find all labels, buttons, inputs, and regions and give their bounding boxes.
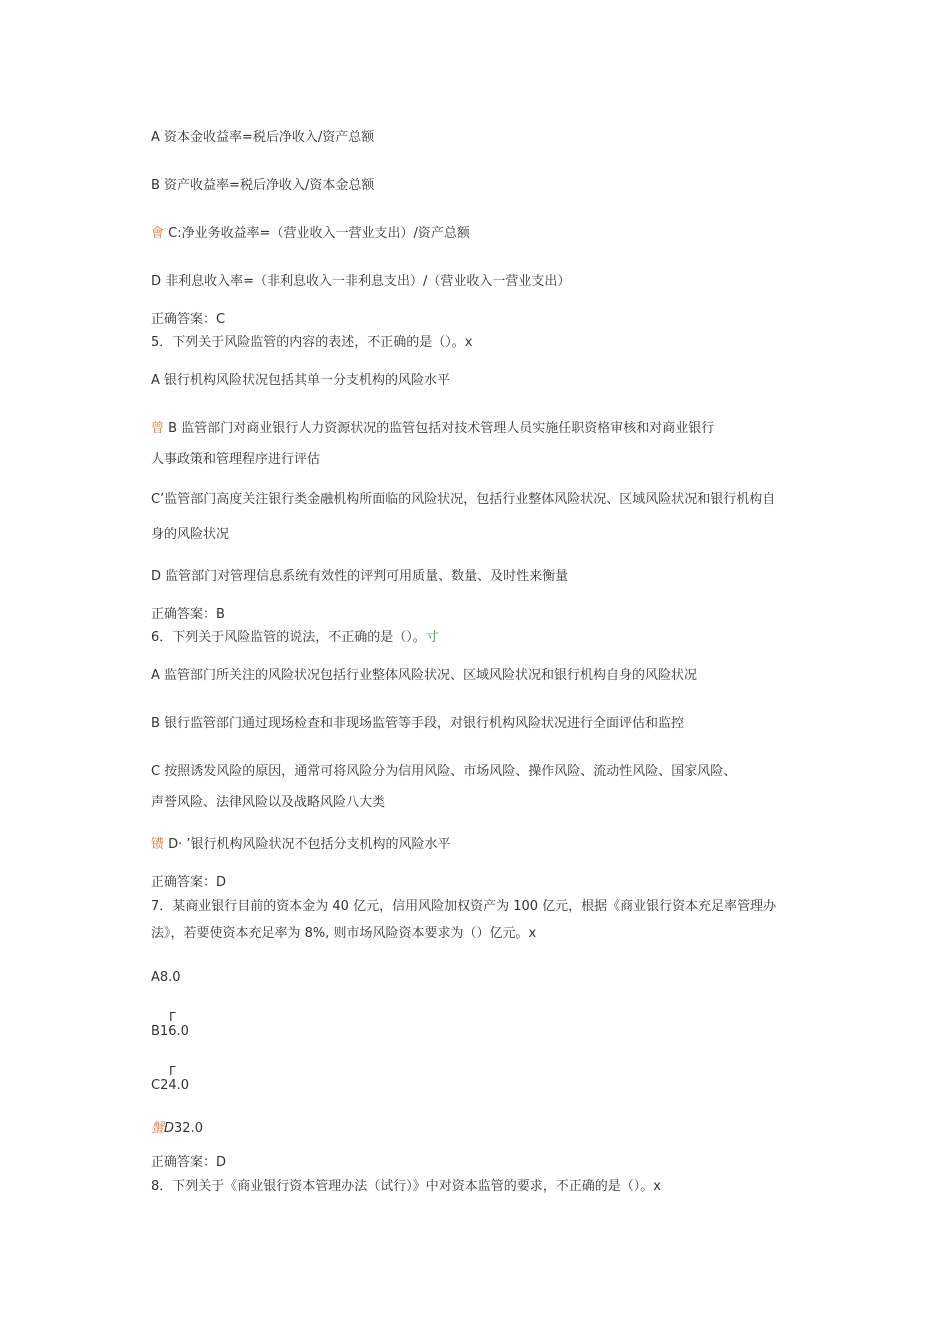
q7-option-d-text: 32.0 [174, 1121, 203, 1136]
q4-option-c-text: C:净业务收益率=（营业收入一营业支出）/资产总额 [164, 226, 470, 241]
q5-answer: 正确答案：B [151, 607, 225, 622]
q6-option-d [151, 836, 451, 854]
q4-option-c [151, 225, 470, 243]
q6-option-c: C 按照诱发风险的原因，通常可将风险分为信用风险、市场风险、操作风险、流动性风险、国家风险、 [151, 764, 737, 779]
q6-option-d-text: D· ’银行机构风险状况不包括分支机构的风险水平 [164, 837, 451, 852]
selected-mark-icon: 曾 [151, 421, 165, 436]
q7-option-b: B16.0 [151, 1024, 189, 1039]
q8-question: 8．下列关于《商业银行资本管理办法（试行）》中对资本监管的要求，不正确的是（）。x [151, 1179, 661, 1194]
selected-mark-icon: 蟹 [151, 1121, 165, 1136]
selected-mark-icon: 會 [151, 226, 165, 241]
q5-option-d: D 监管部门对管理信息系统有效性的评判可用质量、数量、及时性来衡量 [151, 569, 569, 584]
q7-question: 7．某商业银行目前的资本金为 40 亿元，信用风险加权资产为 100 亿元，根据《商业银行资本充足率管理办 [151, 899, 777, 914]
inch-mark-icon: 寸 [425, 630, 439, 645]
q7-option-c: C24.0 [151, 1078, 190, 1093]
q5-option-b [151, 420, 714, 438]
q5-question: 5．下列关于风险监管的内容的表述，不正确的是（）。x [151, 335, 473, 350]
q4-option-b: B 资产收益率=税后净收入/资本金总额 [151, 178, 375, 193]
q5-option-b-text: B 监管部门对商业银行人力资源状况的监管包括对技术管理人员实施任职资格审核和对商业银行 [164, 421, 715, 436]
q6-option-b: B 银行监管部门通过现场检查和非现场监管等手段，对银行机构风险状况进行全面评估和监控 [151, 716, 685, 731]
q5-option-a: A 银行机构风险状况包括其单一分支机构的风险水平 [151, 373, 451, 388]
q6-question [151, 629, 439, 647]
q7-option-d [151, 1120, 203, 1138]
q6-answer: 正确答案：D [151, 875, 227, 890]
q4-option-a: A 资本金收益率=税后净收入/资产总额 [151, 130, 375, 145]
q6-option-c-cont: 声誉风险、法律风险以及战略风险八大类 [151, 795, 386, 810]
q7-answer: 正确答案：D [151, 1155, 227, 1170]
q7-question-cont: 法》，若要使资本充足率为 8%, 则市场风险资本要求为（）亿元。x [151, 926, 537, 941]
q6-question-text: 6．下列关于风险监管的说法，不正确的是（）。 [151, 630, 426, 645]
q7-option-a: A8.0 [151, 970, 181, 985]
q4-option-d: D 非利息收入率=（非利息收入一非利息支出）/（营业收入一营业支出） [151, 274, 571, 289]
q4-answer: 正确答案：C [151, 312, 226, 327]
radio-tick-icon: Γ [169, 1064, 176, 1078]
q5-option-c: C’监管部门高度关注银行类金融机构所面临的风险状况，包括行业整体风险状况、区域风险状况和银行机构自 [151, 492, 776, 507]
q5-option-b-cont: 人事政策和管理程序进行评估 [151, 452, 321, 467]
q7-option-d-letter: D [164, 1121, 175, 1136]
radio-tick-icon: Γ [169, 1010, 176, 1024]
q5-option-c-cont: 身的风险状况 [151, 527, 230, 542]
selected-mark-icon: 镄 [151, 837, 165, 852]
q6-option-a: A 监管部门所关注的风险状况包括行业整体风险状况、区域风险状况和银行机构自身的风险状况 [151, 668, 698, 683]
